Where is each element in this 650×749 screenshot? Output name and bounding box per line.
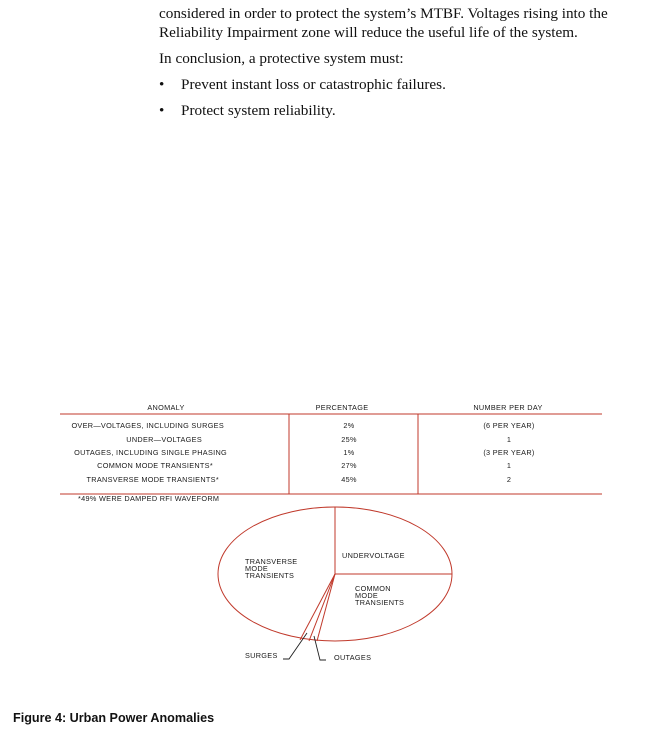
cell-percentage: 25%: [341, 435, 357, 444]
pie-label-transverse-mode: MODE: [245, 564, 269, 573]
pie-divider: [300, 574, 335, 640]
paragraph-line-2: Reliability Impairment zone will reduce the useful life of the system.: [159, 24, 578, 41]
pie-label-common-mode: MODE: [355, 591, 379, 600]
cell-anomaly: OVER—VOLTAGES, INCLUDING SURGES: [71, 421, 224, 430]
figure-caption: Figure 4: Urban Power Anomalies: [13, 711, 215, 725]
pie-label-transverse-mode: TRANSIENTS: [245, 571, 295, 580]
pie-label-transverse-mode: TRANSVERSE: [245, 557, 298, 566]
conclusion-text: In conclusion, a protective system must:: [159, 50, 404, 67]
cell-percentage: 2%: [343, 421, 355, 430]
pie-label-undervoltage: UNDERVOLTAGE: [342, 551, 405, 560]
cell-per-day: (3 PER YEAR): [483, 448, 535, 457]
header-anomaly: ANOMALY: [147, 403, 185, 412]
cell-anomaly: COMMON MODE TRANSIENTS*: [97, 461, 213, 470]
cell-percentage: 1%: [343, 448, 355, 457]
cell-anomaly: OUTAGES, INCLUDING SINGLE PHASING: [74, 448, 227, 457]
cell-percentage: 45%: [341, 475, 357, 484]
bullet-text: Protect system reliability.: [181, 102, 336, 119]
cell-percentage: 27%: [341, 461, 357, 470]
anomaly-pie: [218, 507, 452, 662]
table-footnote: *49% WERE DAMPED RFI WAVEFORM: [78, 494, 220, 503]
cell-anomaly: TRANSVERSE MODE TRANSIENTS*: [86, 475, 219, 484]
pie-divider: [309, 574, 335, 641]
paragraph-line-1: considered in order to protect the system’s MTBF. Voltages rising into the: [159, 5, 608, 22]
cell-per-day: 1: [506, 435, 512, 444]
cell-per-day: 1: [506, 461, 512, 470]
bullet-text: Prevent instant loss or catastrophic failures.: [181, 76, 446, 93]
pie-label-surges: SURGES: [245, 651, 278, 660]
header-percentage: PERCENTAGE: [315, 403, 369, 412]
cell-anomaly: UNDER—VOLTAGES: [126, 435, 202, 444]
cell-per-day: 2: [506, 475, 512, 484]
pie-label-outages: OUTAGES: [334, 653, 372, 662]
bullet-dot: •: [159, 102, 165, 119]
anomaly-table: [60, 403, 602, 503]
pie-label-common-mode: COMMON: [355, 584, 391, 593]
bullet-dot: •: [159, 76, 165, 93]
pie-divider: [317, 574, 335, 641]
outages-leader: [314, 636, 326, 660]
cell-per-day: (6 PER YEAR): [483, 421, 535, 430]
pie-label-common-mode: TRANSIENTS: [355, 598, 405, 607]
header-number-per-day: NUMBER PER DAY: [473, 403, 543, 412]
